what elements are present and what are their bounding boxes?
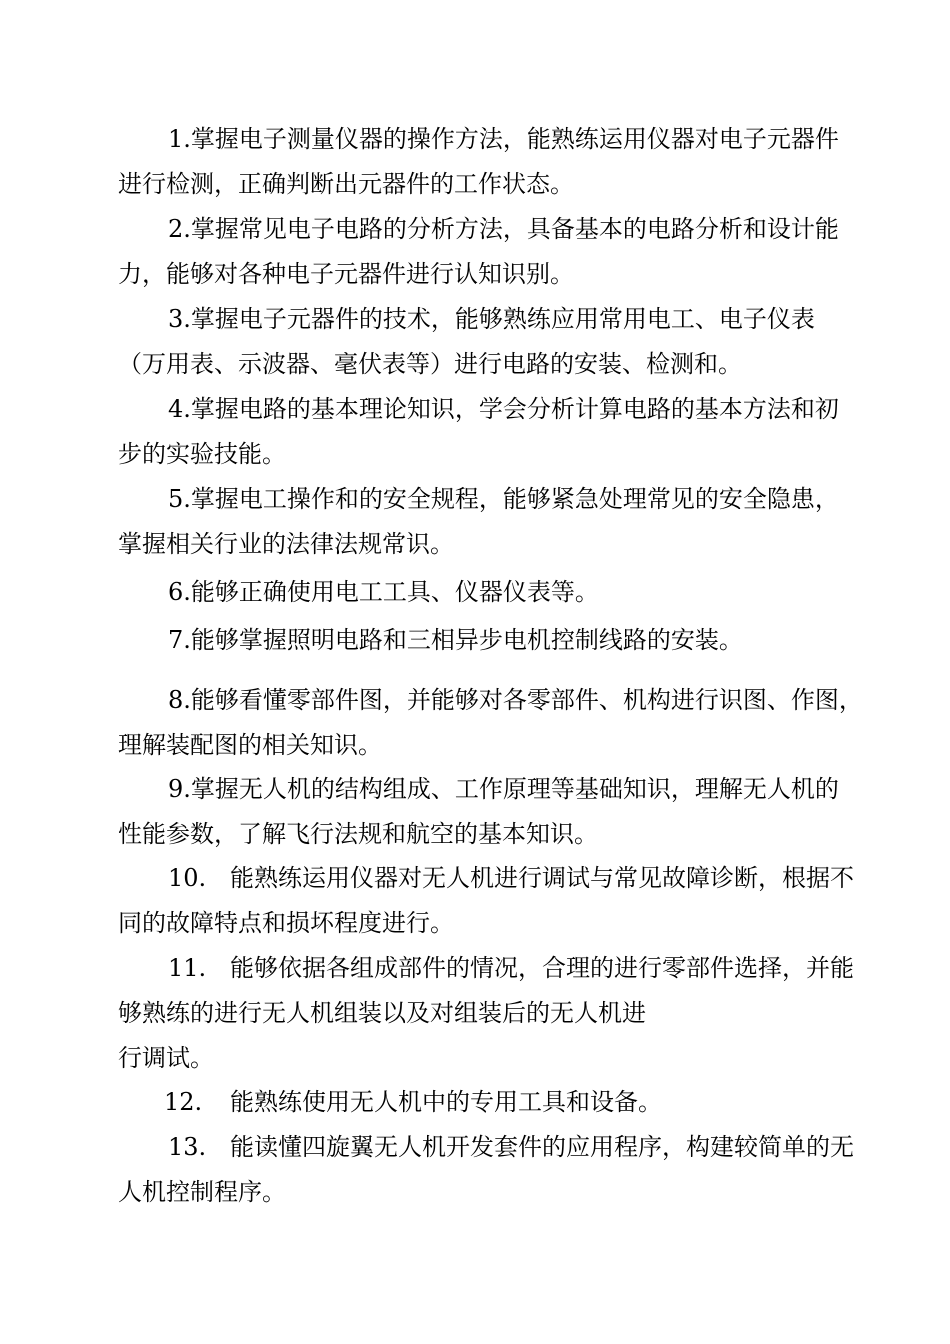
list-item-first-line [118,767,870,812]
item-text: 掌握无人机的结构组成、工作原理等基础知识，理解无人机的 [190,775,839,803]
list-item [118,618,870,663]
list-item [118,570,870,615]
list-item [118,678,870,768]
item-number: 13. [168,1133,207,1161]
list-item [118,946,870,1081]
item-number: 4. [168,395,191,423]
item-text: 人机控制程序。 [118,1178,286,1206]
item-number: 1. [168,125,191,153]
item-number: 5. [168,485,191,513]
list-item-first-line [118,117,870,162]
item-text: 性能参数，了解飞行法规和航空的基本知识。 [118,820,598,848]
list-item [118,1125,870,1215]
item-number: 12. [164,1088,203,1116]
item-text: 理解装配图的相关知识。 [118,731,382,759]
list-item [118,856,870,946]
item-text: 掌握常见电子电路的分析方法，具备基本的电路分析和设计能 [190,215,839,243]
list-item [118,767,870,857]
item-number: 7. [168,626,191,654]
item-number: 11. [168,954,207,982]
list-item-first-line [118,946,870,991]
item-text: 能熟练使用无人机中的专用工具和设备。 [230,1088,662,1116]
list-item [118,117,870,207]
item-text: 掌握电子元器件的技术，能够熟练应用常用电工、电子仪表 [190,305,815,333]
list-item-first-line [118,856,870,901]
list-item-first-line [118,1125,870,1170]
list-item-first-line [118,678,870,723]
list-item-first-line [118,618,870,663]
item-number: 2. [168,215,191,243]
list-item-first-line [118,297,870,342]
list-item-first-line [118,1080,870,1125]
list-item [118,297,870,387]
item-text: 掌握电路的基本理论知识，学会分析计算电路的基本方法和初 [190,395,839,423]
item-text: （万用表、示波器、毫伏表等）进行电路的安装、检测和。 [118,350,742,378]
item-text: 能够依据各组成部件的情况，合理的进行零部件选择，并能 [230,954,854,982]
item-text: 掌握相关行业的法律法规常识。 [118,530,454,558]
item-text: 行调试。 [118,1044,214,1072]
item-text: 够熟练的进行无人机组装以及对组装后的无人机进 [118,999,646,1027]
list-item [118,1080,870,1125]
item-text: 掌握电工操作和的安全规程，能够紧急处理常见的安全隐患， [190,485,839,513]
item-number: 10. [168,864,207,892]
list-item-first-line [118,477,870,522]
list-item-first-line [118,570,870,615]
list-item-first-line [118,387,870,432]
item-text: 能读懂四旋翼无人机开发套件的应用程序，构建较简单的无 [230,1133,854,1161]
item-number: 8. [168,686,191,714]
item-text: 能够正确使用电工工具、仪器仪表等。 [190,578,599,606]
list-item [118,207,870,297]
item-number: 6. [168,578,191,606]
item-text: 能熟练运用仪器对无人机进行调试与常见故障诊断，根据不 [230,864,854,892]
item-text: 同的故障特点和损坏程度进行。 [118,909,454,937]
list-item-first-line [118,207,870,252]
item-text: 进行检测，正确判断出元器件的工作状态。 [118,170,574,198]
list-item [118,477,870,567]
item-number: 9. [168,775,191,803]
item-text: 能够掌握照明电路和三相异步电机控制线路的安装。 [190,626,743,654]
item-text: 步的实验技能。 [118,440,286,468]
item-text: 力，能够对各种电子元器件进行认知识别。 [118,260,574,288]
item-number: 3. [168,305,191,333]
list-item [118,387,870,477]
item-text: 能够看懂零部件图，并能够对各零部件、机构进行识图、作图， [190,686,863,714]
item-text: 掌握电子测量仪器的操作方法，能熟练运用仪器对电子元器件 [190,125,839,153]
